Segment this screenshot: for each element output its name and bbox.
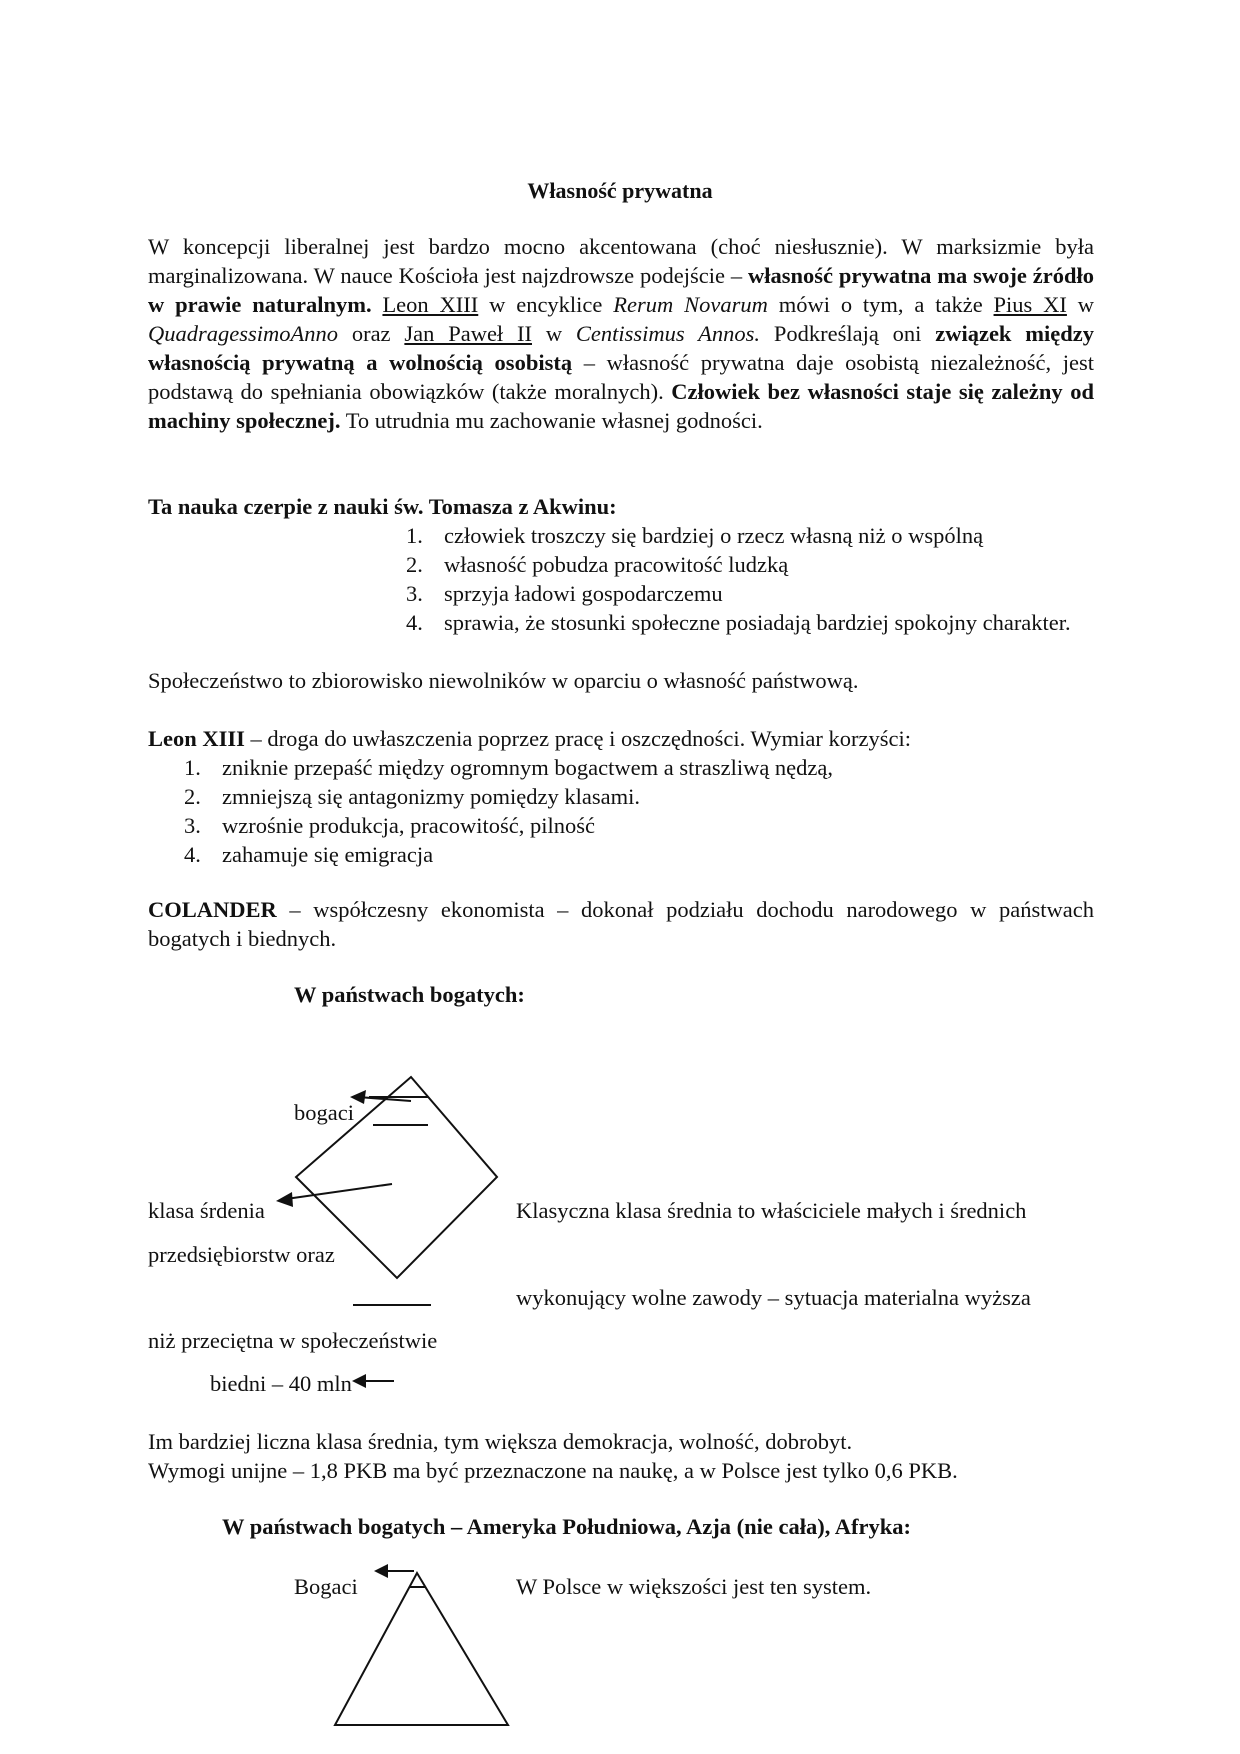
rich-heading: W państwach bogatych: xyxy=(294,982,525,1007)
arrow-head xyxy=(374,1564,388,1578)
intro-text: mówi o tym, a także xyxy=(767,292,994,317)
poland-note: W Polsce w większości jest ten system. xyxy=(516,1574,872,1599)
list-text: zmniejszą się antagonizmy pomiędzy klasami. xyxy=(222,784,640,809)
intro-text: To utrudnia mu zachowanie własnej godności. xyxy=(340,408,763,433)
label-biedni: biedni – 40 mln xyxy=(210,1371,352,1396)
intro-bold-freedom: związek między własnością prywatną a wolnością osobistą xyxy=(148,321,1095,375)
middle-class-desc-2: przedsiębiorstw oraz xyxy=(148,1242,335,1267)
list-number: 2. xyxy=(406,552,423,577)
link-leon-xiii: Leon XIII xyxy=(382,292,479,317)
centesimus-annus: Centissimus Annos. xyxy=(575,321,760,346)
list-text: człowiek troszczy się bardziej o rzecz własną niż o wspólną xyxy=(444,523,984,548)
list-text: własność pobudza pracowitość ludzką xyxy=(444,552,789,577)
list-number: 4. xyxy=(406,610,423,635)
label-bogaci: bogaci xyxy=(294,1100,354,1125)
intro-text: Podkreślają oni xyxy=(760,321,936,346)
list-number: 1. xyxy=(406,523,423,548)
middle-class-desc-3: wykonujący wolne zawody – sytuacja materialna wyższa xyxy=(516,1285,1031,1310)
page-title: Własność prywatna xyxy=(527,178,713,203)
list-text: zniknie przepaść między ogromnym bogactwem a straszliwą nędzą, xyxy=(222,755,834,780)
note-line-1: Im bardziej liczna klasa średnia, tym większa demokracja, wolność, dobrobyt. xyxy=(148,1429,853,1454)
intro-text: w xyxy=(532,321,576,346)
tomasz-after: Społeczeństwo to zbiorowisko niewolników w oparciu o własność państwową. xyxy=(148,668,859,693)
list-number: 3. xyxy=(406,581,423,606)
note-line-2: Wymogi unijne – 1,8 PKB ma być przeznaczone na naukę, a w Polsce jest tylko 0,6 PKB. xyxy=(148,1458,958,1483)
link-pius-xi: Pius XI xyxy=(993,292,1067,317)
label-klasa-srednia: klasa śrdenia xyxy=(148,1198,265,1223)
tomasz-heading: Ta nauka czerpie z nauki św. Tomasza z Akwinu: xyxy=(148,494,617,519)
rerum-novarum: Rerum Novarum xyxy=(613,292,768,317)
intro-bold-natural-law: własność prywatna ma swoje źródło w prawie naturalnym. xyxy=(148,263,1094,317)
colander-name: COLANDER xyxy=(148,897,277,922)
label-bogaci-poor: Bogaci xyxy=(294,1574,358,1599)
colander-text: – współczesny ekonomista – dokonał podziału dochodu narodowego w państwach bogatych i biednych. xyxy=(148,897,1094,951)
intro-text: w xyxy=(1066,292,1095,317)
triangle-shape xyxy=(335,1573,508,1725)
link-jan-pawel-ii: Jan Paweł II xyxy=(404,321,532,346)
intro-text: – własność prywatna daje osobistą niezależność, jest podstawą do spełniania obowiązków (także moralnych). xyxy=(148,350,1095,404)
list-number: 4. xyxy=(184,842,201,867)
list-text: wzrośnie produkcja, pracowitość, pilność xyxy=(222,813,596,838)
list-text: sprawia, że stosunki społeczne posiadają bardziej spokojny charakter. xyxy=(444,610,1071,635)
middle-class-desc: Klasyczna klasa średnia to właściciele małych i średnich xyxy=(516,1198,1027,1223)
poor-heading: W państwach bogatych – Ameryka Południowa, Azja (nie cała), Afryka: xyxy=(222,1514,911,1539)
intro-text: W koncepcji liberalnej jest bardzo mocno akcentowana (choć niesłusznie). W marksizmie była marginalizowana. W nauce Kościoła jest najzdrowsze podejście – xyxy=(148,234,1094,288)
intro-text: oraz xyxy=(338,321,405,346)
quadragesimo-anno: QuadragessimoAnno xyxy=(148,321,338,346)
intro-text: w encyklice xyxy=(478,292,614,317)
list-number: 1. xyxy=(184,755,201,780)
list-text: sprzyja ładowi gospodarczemu xyxy=(444,581,723,606)
intro-bold-dependency: Człowiek bez własności staje się zależny od machiny społecznej. xyxy=(148,379,1094,433)
list-text: zahamuje się emigracja xyxy=(222,842,434,867)
middle-class-desc-4: niż przeciętna w społeczeństwie xyxy=(148,1328,438,1353)
leon-name: Leon XIII xyxy=(148,726,245,751)
list-number: 3. xyxy=(184,813,201,838)
list-number: 2. xyxy=(184,784,201,809)
leon-text: – droga do uwłaszczenia poprzez pracę i oszczędności. Wymiar korzyści: xyxy=(244,726,911,751)
